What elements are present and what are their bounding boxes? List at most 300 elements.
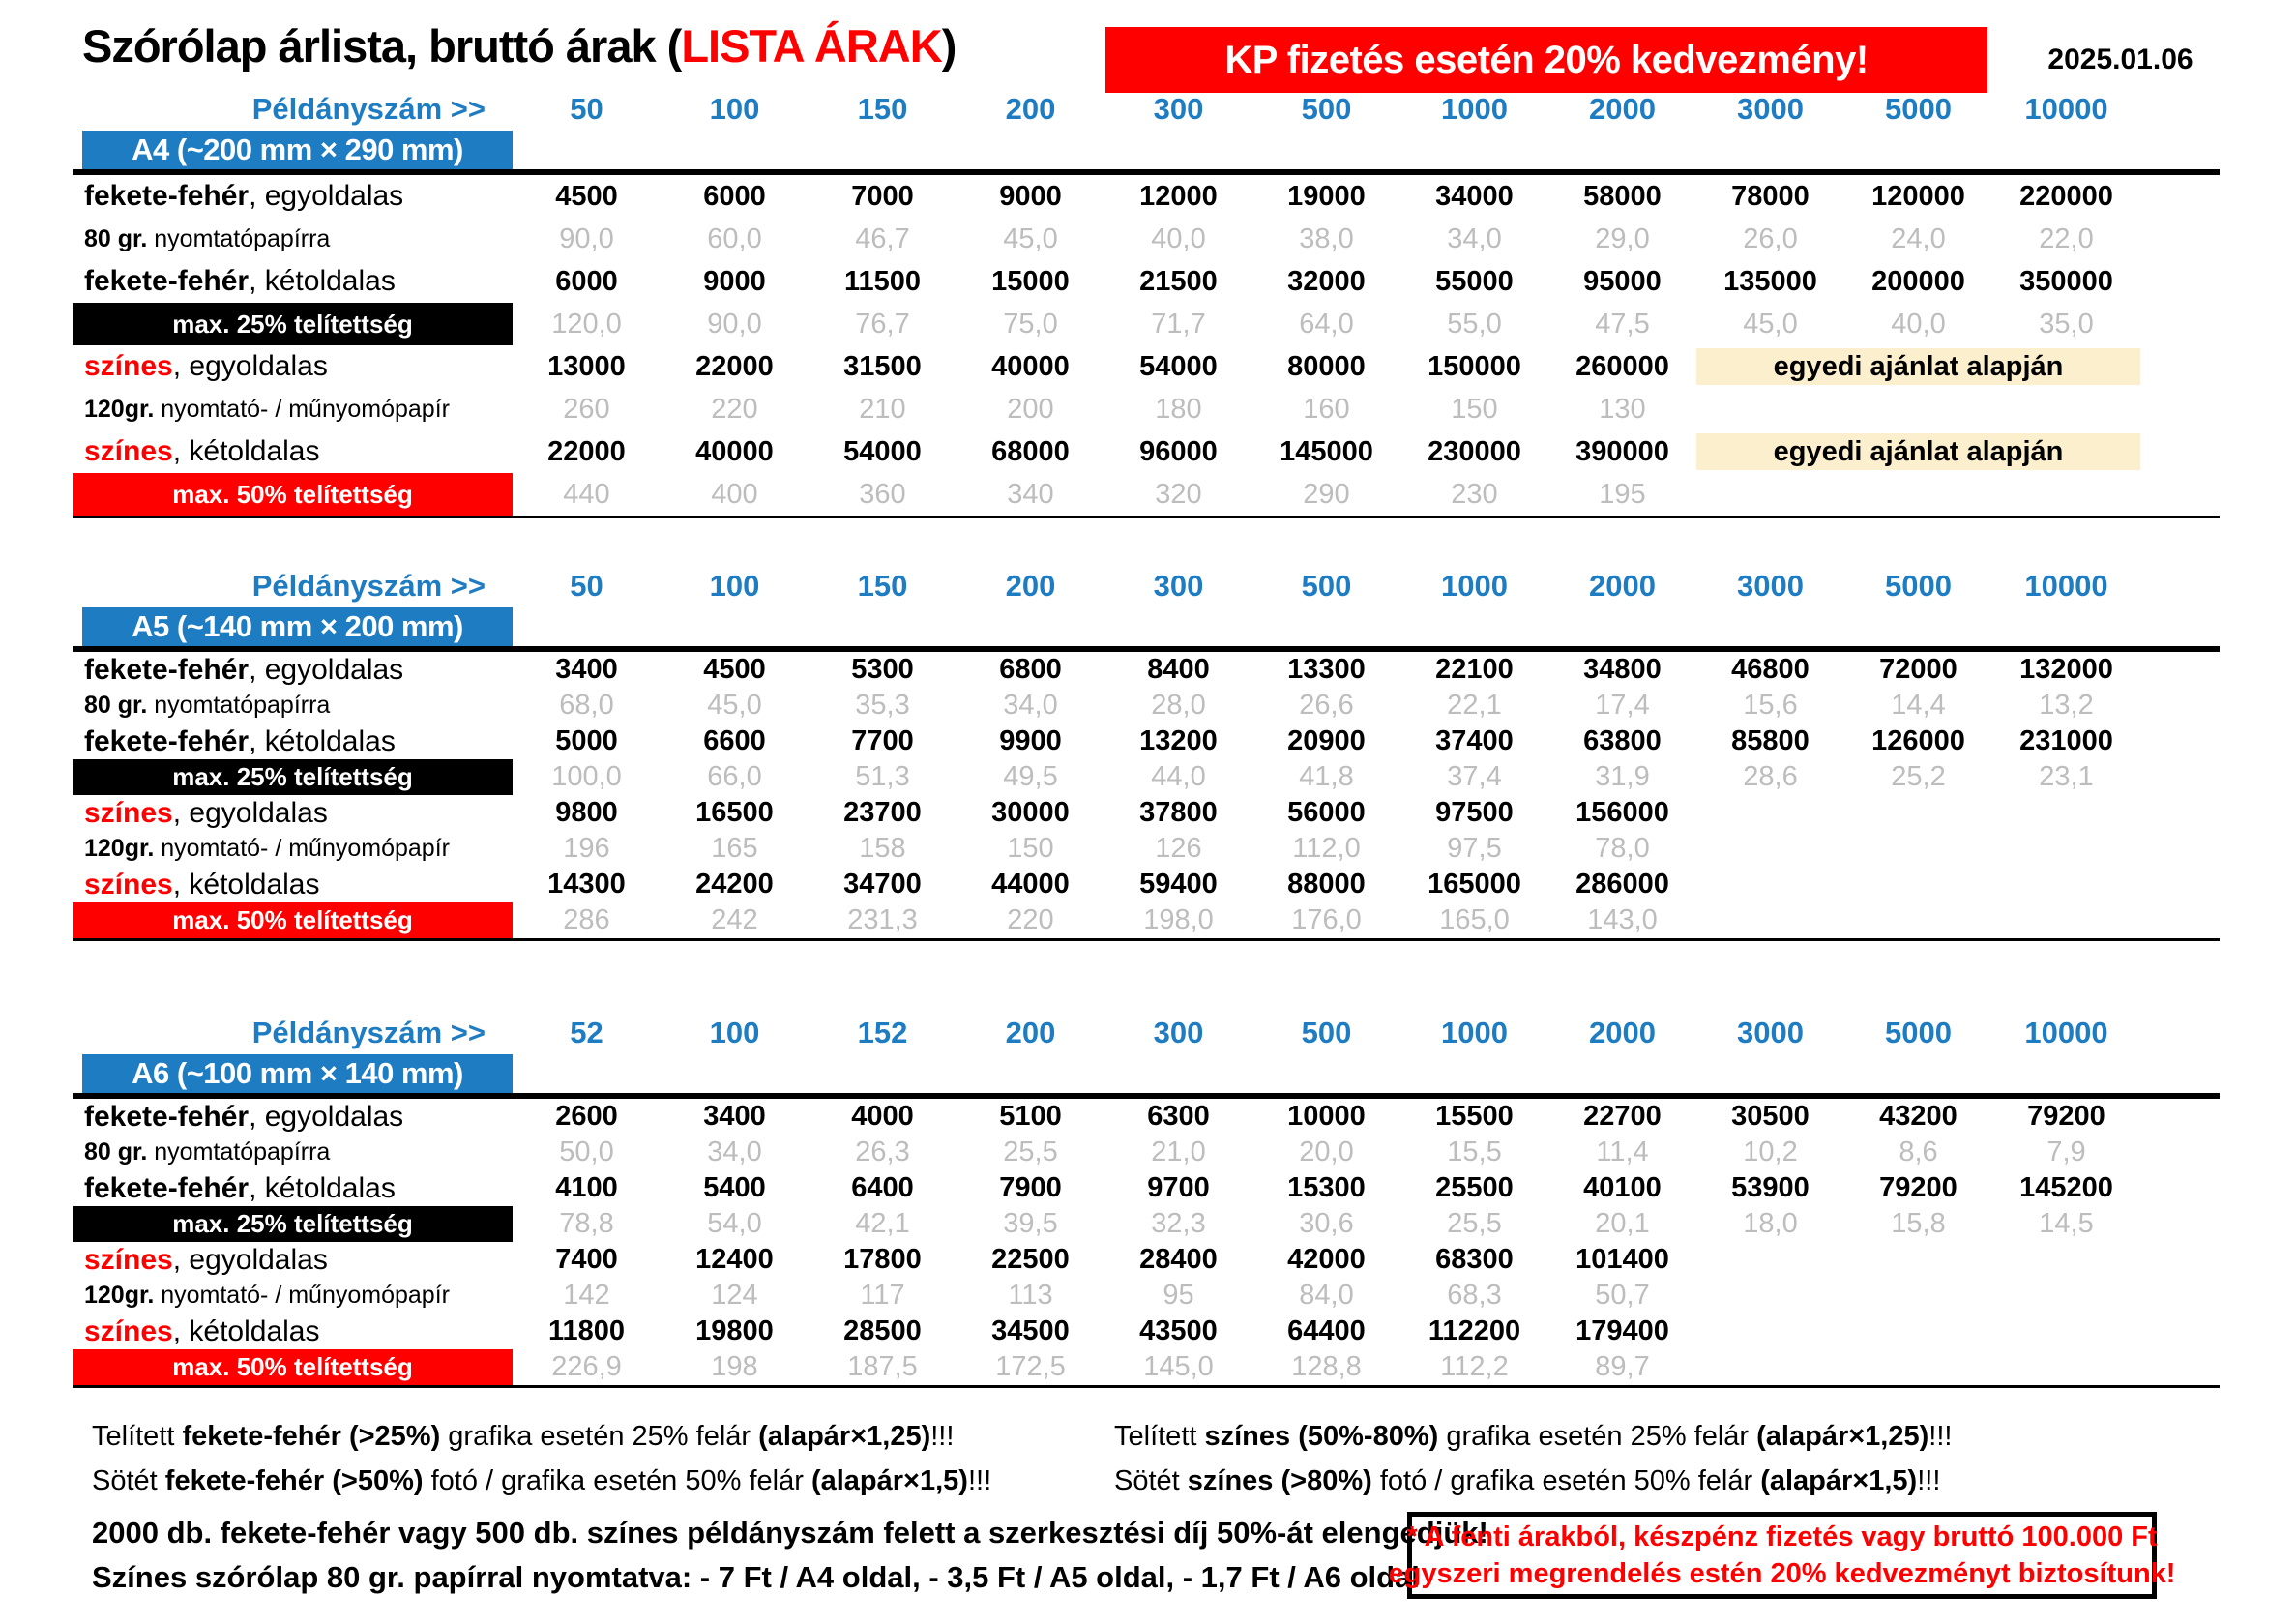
value-cell: 40,0 (1891, 308, 1946, 340)
quantity-header-row (73, 559, 2220, 607)
value-cell: 54,0 (707, 1208, 762, 1239)
value-cell: 15,8 (1891, 1208, 1946, 1239)
value-cell: 28,0 (1151, 690, 1206, 721)
quantity-header-row (73, 1006, 2220, 1054)
saturation-bar-label: max. 25% telítettség (73, 1206, 513, 1242)
row-label-bold: 120gr. (84, 835, 155, 862)
price-cell: 28500 (843, 1315, 922, 1346)
value-cell: 112,0 (1292, 833, 1361, 864)
value-cell: 31,9 (1595, 761, 1650, 792)
price-cell: 44000 (991, 869, 1070, 900)
value-cell: 37,4 (1447, 761, 1502, 792)
format-badge: A6 (~100 mm × 140 mm) (82, 1054, 513, 1093)
note-line: Telített színes (50%-80%) grafika esetén 25% felár (alapár×1,25)!!! (1114, 1421, 1953, 1452)
quantity-value: 5000 (1885, 569, 1952, 603)
value-cell: 117 (860, 1280, 905, 1311)
price-cell: 88000 (1287, 869, 1366, 900)
value-cell: 130 (1599, 393, 1646, 425)
price-cell: 97500 (1435, 797, 1514, 828)
price-cell: 7700 (851, 725, 914, 756)
saturation-row (73, 473, 2220, 516)
row-label-bold: 80 gr. (84, 1138, 148, 1166)
value-cell: 142 (563, 1280, 610, 1311)
price-cell: 23700 (843, 797, 922, 828)
value-cell: 14,5 (2039, 1208, 2094, 1239)
value-cell: 195 (1599, 478, 1646, 510)
row-label: színes, egyoldalas (84, 350, 328, 382)
price-cell: 40000 (991, 350, 1070, 382)
unit-price-row (73, 1135, 2220, 1170)
value-cell: 120,0 (551, 308, 622, 340)
price-cell: 9000 (999, 180, 1062, 212)
quantity-value: 200 (1005, 569, 1056, 603)
value-cell: 126 (1155, 833, 1202, 864)
price-cell: 9700 (1147, 1172, 1210, 1203)
price-cell: 15300 (1287, 1172, 1366, 1203)
price-cell: 34800 (1583, 654, 1662, 685)
price-cell: 260000 (1575, 350, 1669, 382)
price-cell: 9000 (703, 265, 766, 297)
quantity-value: 5000 (1885, 92, 1952, 126)
price-cell: 17800 (843, 1244, 922, 1275)
value-cell: 20,1 (1595, 1208, 1650, 1239)
row-label-bold: fekete-fehér (84, 180, 250, 212)
value-cell: 400 (711, 478, 758, 510)
quantity-value: 2000 (1589, 92, 1656, 126)
row-label: 80 gr. nyomtatópapírra (84, 224, 331, 252)
value-cell: 39,5 (1003, 1208, 1058, 1239)
quantity-value: 50 (570, 569, 603, 603)
value-cell: 340 (1007, 478, 1054, 510)
price-cell: 6400 (851, 1172, 914, 1203)
price-cell: 126000 (1871, 725, 1965, 756)
cash-discount-promo-box (1388, 1512, 2176, 1599)
price-cell: 30000 (991, 797, 1070, 828)
value-cell: 78,8 (559, 1208, 614, 1239)
value-cell: 23,1 (2039, 761, 2094, 792)
row-label-bold: 120gr. (84, 395, 155, 423)
surcharge-notes-left (92, 1414, 991, 1503)
price-cell: 78000 (1731, 180, 1810, 212)
quantity-value: 1000 (1441, 92, 1508, 126)
price-cell: 68000 (991, 435, 1070, 467)
price-cell: 4500 (555, 180, 618, 212)
price-cell: 5100 (999, 1101, 1062, 1132)
value-cell: 15,5 (1447, 1137, 1502, 1167)
price-cell: 58000 (1583, 180, 1662, 212)
row-label-bold: színes (84, 1314, 173, 1347)
value-cell: 260 (563, 393, 610, 425)
price-row (73, 260, 2220, 303)
note-line: Sötét fekete-fehér (>50%) fotó / grafika esetén 50% felár (alapár×1,5)!!! (92, 1465, 992, 1496)
price-cell: 20900 (1287, 725, 1366, 756)
value-cell: 360 (859, 478, 906, 510)
price-row (73, 175, 2220, 218)
row-label: fekete-fehér, egyoldalas (84, 1100, 404, 1133)
price-cell: 15500 (1435, 1101, 1514, 1132)
price-cell: 40000 (695, 435, 774, 467)
value-cell: 51,3 (855, 761, 910, 792)
format-badge: A4 (~200 mm × 290 mm) (82, 131, 513, 169)
section-a4 (73, 82, 2220, 518)
row-label: fekete-fehér, egyoldalas (84, 180, 404, 212)
value-cell: 100,0 (551, 761, 622, 792)
quantity-value: 500 (1301, 92, 1352, 126)
price-cell: 3400 (555, 654, 618, 685)
quantity-header-label: Példányszám >> (251, 92, 486, 126)
value-cell: 50,0 (559, 1137, 614, 1167)
price-cell: 6600 (703, 725, 766, 756)
price-cell: 9900 (999, 725, 1062, 756)
price-cell: 22700 (1583, 1101, 1662, 1132)
price-cell: 24200 (695, 869, 774, 900)
value-cell: 75,0 (1003, 308, 1058, 340)
value-cell: 45,0 (1743, 308, 1798, 340)
row-label-bold: fekete-fehér (84, 653, 250, 686)
value-cell: 49,5 (1003, 761, 1058, 792)
row-label-bold: fekete-fehér (84, 724, 250, 757)
value-cell: 66,0 (707, 761, 762, 792)
price-table-body (73, 646, 2220, 941)
quantity-value: 100 (709, 92, 760, 126)
quantity-value: 2000 (1589, 1016, 1656, 1049)
quantity-value: 3000 (1737, 1016, 1804, 1049)
price-table-body (73, 169, 2220, 518)
price-cell: 43500 (1139, 1315, 1218, 1346)
page-title (82, 19, 956, 73)
value-cell: 158 (859, 833, 906, 864)
section-a6 (73, 1006, 2220, 1388)
price-cell: 22000 (695, 350, 774, 382)
saturation-row (73, 902, 2220, 938)
price-cell: 32000 (1287, 265, 1366, 297)
price-cell: 25500 (1435, 1172, 1514, 1203)
price-cell: 34500 (991, 1315, 1070, 1346)
value-cell: 290 (1303, 478, 1350, 510)
value-cell: 226,9 (551, 1351, 622, 1382)
row-label: színes, kétoldalas (84, 435, 320, 467)
price-row (73, 795, 2220, 831)
saturation-row (73, 1349, 2220, 1385)
price-cell: 72000 (1879, 654, 1957, 685)
price-cell: 132000 (2019, 654, 2113, 685)
value-cell: 68,3 (1447, 1280, 1502, 1311)
value-cell: 89,7 (1595, 1351, 1650, 1382)
value-cell: 112,2 (1440, 1351, 1509, 1382)
section-a5 (73, 559, 2220, 941)
value-cell: 21,0 (1151, 1137, 1206, 1167)
value-cell: 200 (1007, 393, 1054, 425)
value-cell: 76,7 (855, 308, 910, 340)
price-cell: 22000 (547, 435, 626, 467)
price-cell: 6800 (999, 654, 1062, 685)
row-label: 120gr. nyomtató- / műnyomópapír (84, 1282, 450, 1309)
row-label: színes, egyoldalas (84, 796, 328, 829)
price-cell: 79200 (1879, 1172, 1957, 1203)
saturation-bar-label: max. 50% telítettség (73, 473, 513, 516)
page-title-suffix: ) (941, 20, 957, 72)
value-cell: 47,5 (1595, 308, 1650, 340)
price-cell: 145200 (2019, 1172, 2113, 1203)
format-row (73, 607, 2220, 646)
value-cell: 198 (711, 1351, 758, 1382)
unit-price-row (73, 688, 2220, 723)
value-cell: 55,0 (1447, 308, 1502, 340)
value-cell: 145,0 (1143, 1351, 1214, 1382)
price-cell: 6000 (703, 180, 766, 212)
row-label: fekete-fehér, kétoldalas (84, 265, 396, 297)
quantity-header-label: Példányszám >> (251, 1016, 486, 1049)
special-offer-cell: egyedi ajánlat alapján (1696, 348, 2140, 385)
quantity-value: 500 (1301, 1016, 1352, 1049)
price-cell: 85800 (1731, 725, 1810, 756)
price-cell: 12400 (695, 1244, 774, 1275)
value-cell: 45,0 (1003, 222, 1058, 254)
value-cell: 440 (563, 478, 610, 510)
price-cell: 286000 (1575, 869, 1669, 900)
row-label-bold: színes (84, 868, 173, 901)
row-label: 120gr. nyomtató- / műnyomópapír (84, 835, 450, 862)
value-cell: 44,0 (1151, 761, 1206, 792)
quantity-value: 150 (857, 92, 908, 126)
quantity-value: 52 (570, 1016, 603, 1049)
quantity-value: 10000 (2024, 1016, 2108, 1049)
price-cell: 165000 (1428, 869, 1521, 900)
price-cell: 2600 (555, 1101, 618, 1132)
quantity-value: 5000 (1885, 1016, 1952, 1049)
quantity-value: 200 (1005, 92, 1056, 126)
row-label-bold: színes (84, 796, 173, 829)
value-cell: 196 (563, 833, 610, 864)
color-print-price-note: Színes szórólap 80 gr. papírral nyomtatva: - 7 Ft / A4 oldal, - 3,5 Ft / A5 oldal, - 1,7 Ft / A6 oldal (92, 1560, 1420, 1594)
note-line: Sötét színes (>80%) fotó / grafika esetén 50% felár (alapár×1,5)!!! (1114, 1465, 1941, 1496)
quantity-value: 300 (1153, 569, 1204, 603)
value-cell: 68,0 (559, 690, 614, 721)
price-cell: 79200 (2027, 1101, 2105, 1132)
quantity-value: 200 (1005, 1016, 1056, 1049)
quantity-value: 300 (1153, 1016, 1204, 1049)
value-cell: 35,3 (855, 690, 910, 721)
price-cell: 5000 (555, 725, 618, 756)
price-cell: 230000 (1428, 435, 1521, 467)
quantity-value: 1000 (1441, 569, 1508, 603)
price-cell: 37400 (1435, 725, 1514, 756)
price-cell: 22100 (1435, 654, 1514, 685)
row-label-bold: színes (84, 435, 173, 467)
price-cell: 19000 (1287, 180, 1366, 212)
unit-price-row (73, 218, 2220, 260)
value-cell: 230 (1451, 478, 1498, 510)
value-cell: 231,3 (847, 904, 918, 935)
value-cell: 24,0 (1891, 222, 1946, 254)
value-cell: 40,0 (1151, 222, 1206, 254)
price-cell: 145000 (1280, 435, 1373, 467)
value-cell: 60,0 (707, 222, 762, 254)
saturation-row (73, 1206, 2220, 1242)
row-label-bold: fekete-fehér (84, 265, 250, 297)
value-cell: 220 (1007, 904, 1054, 935)
row-label-bold: színes (84, 350, 173, 382)
price-cell: 21500 (1139, 265, 1218, 297)
row-label: fekete-fehér, egyoldalas (84, 653, 404, 686)
value-cell: 14,4 (1891, 690, 1946, 721)
price-cell: 13300 (1287, 654, 1366, 685)
value-cell: 41,8 (1299, 761, 1354, 792)
value-cell: 176,0 (1291, 904, 1362, 935)
value-cell: 113 (1008, 1280, 1053, 1311)
price-cell: 9800 (555, 797, 618, 828)
price-cell: 42000 (1287, 1244, 1366, 1275)
value-cell: 90,0 (707, 308, 762, 340)
note-line: Telített fekete-fehér (>25%) grafika esetén 25% felár (alapár×1,25)!!! (92, 1421, 955, 1452)
value-cell: 124 (711, 1280, 758, 1311)
quantity-value: 3000 (1737, 569, 1804, 603)
price-cell: 54000 (843, 435, 922, 467)
price-row (73, 345, 2220, 388)
value-cell: 34,0 (1003, 690, 1058, 721)
price-cell: 31500 (843, 350, 922, 382)
price-cell: 59400 (1139, 869, 1218, 900)
value-cell: 26,0 (1743, 222, 1798, 254)
page-title-highlight: LISTA ÁRAK (681, 20, 942, 72)
value-cell: 26,3 (855, 1137, 910, 1167)
price-cell: 5400 (703, 1172, 766, 1203)
row-label-bold: 80 gr. (84, 692, 148, 719)
row-label-bold: 120gr. (84, 1282, 155, 1309)
price-cell: 6000 (555, 265, 618, 297)
value-cell: 50,7 (1595, 1280, 1650, 1311)
price-cell: 30500 (1731, 1101, 1810, 1132)
price-cell: 13000 (547, 350, 626, 382)
cash-discount-banner: KP fizetés esetén 20% kedvezmény! (1105, 27, 1987, 93)
price-cell: 8400 (1147, 654, 1210, 685)
quantity-value: 3000 (1737, 92, 1804, 126)
price-cell: 64400 (1287, 1315, 1366, 1346)
value-cell: 34,0 (1447, 222, 1502, 254)
row-label: 120gr. nyomtató- / műnyomópapír (84, 395, 450, 423)
row-label: színes, kétoldalas (84, 868, 320, 901)
surcharge-notes-right (1114, 1414, 1952, 1503)
value-cell: 8,6 (1899, 1137, 1938, 1167)
value-cell: 172,5 (995, 1351, 1066, 1382)
price-cell: 28400 (1139, 1244, 1218, 1275)
value-cell: 34,0 (707, 1137, 762, 1167)
price-cell: 34000 (1435, 180, 1514, 212)
row-label: 80 gr. nyomtatópapírra (84, 1138, 331, 1166)
price-cell: 11500 (843, 265, 922, 297)
row-label-bold: 80 gr. (84, 224, 148, 252)
price-row (73, 1170, 2220, 1206)
value-cell: 187,5 (847, 1351, 918, 1382)
value-cell: 64,0 (1299, 308, 1354, 340)
price-cell: 5300 (851, 654, 914, 685)
price-row (73, 1314, 2220, 1349)
price-cell: 3400 (703, 1101, 766, 1132)
quantity-value: 50 (570, 92, 603, 126)
price-cell: 231000 (2019, 725, 2113, 756)
saturation-row (73, 303, 2220, 345)
price-row (73, 430, 2220, 473)
saturation-bar-label: max. 50% telítettség (73, 902, 513, 938)
price-cell: 40100 (1583, 1172, 1662, 1203)
price-cell: 56000 (1287, 797, 1366, 828)
price-row (73, 652, 2220, 688)
value-cell: 7,9 (2046, 1137, 2086, 1167)
value-cell: 220 (711, 393, 758, 425)
editing-fee-notes (92, 1511, 1488, 1600)
promo-line: * A fenti árakból, készpénz fizetés vagy bruttó 100.000 Ft (1406, 1521, 2158, 1552)
value-cell: 165,0 (1439, 904, 1510, 935)
row-label-bold: fekete-fehér (84, 1100, 250, 1133)
format-row (73, 1054, 2220, 1093)
value-cell: 198,0 (1143, 904, 1214, 935)
price-cell: 54000 (1139, 350, 1218, 382)
price-cell: 43200 (1879, 1101, 1957, 1132)
price-cell: 19800 (695, 1315, 774, 1346)
saturation-bar-label: max. 25% telítettség (73, 759, 513, 795)
editing-fee-note: 2000 db. fekete-fehér vagy 500 db. színes példányszám felett a szerkesztési díj 50%-át elengedjük! (92, 1516, 1488, 1550)
price-row (73, 867, 2220, 902)
quantity-value: 10000 (2024, 569, 2108, 603)
format-row (73, 131, 2220, 169)
value-cell: 78,0 (1595, 833, 1650, 864)
row-label: fekete-fehér, kétoldalas (84, 724, 396, 757)
value-cell: 90,0 (559, 222, 614, 254)
price-cell: 15000 (991, 265, 1070, 297)
price-cell: 37800 (1139, 797, 1218, 828)
value-cell: 25,5 (1003, 1137, 1058, 1167)
value-cell: 11,4 (1596, 1137, 1649, 1167)
quantity-value: 500 (1301, 569, 1352, 603)
price-cell: 13200 (1139, 725, 1218, 756)
unit-price-row (73, 388, 2220, 430)
value-cell: 10,2 (1743, 1137, 1798, 1167)
value-cell: 97,5 (1447, 833, 1502, 864)
value-cell: 26,6 (1299, 690, 1354, 721)
row-label-bold: fekete-fehér (84, 1171, 250, 1204)
value-cell: 180 (1155, 393, 1202, 425)
value-cell: 320 (1155, 478, 1202, 510)
price-cell: 11800 (547, 1315, 626, 1346)
price-cell: 200000 (1871, 265, 1965, 297)
unit-price-row (73, 1278, 2220, 1314)
price-row (73, 1242, 2220, 1278)
format-badge: A5 (~140 mm × 200 mm) (82, 607, 513, 646)
quantity-value: 100 (709, 1016, 760, 1049)
promo-line: egyszeri megrendelés estén 20% kedvezményt biztosítunk! (1388, 1558, 2176, 1589)
value-cell: 84,0 (1299, 1280, 1354, 1311)
value-cell: 20,0 (1299, 1137, 1354, 1167)
price-cell: 135000 (1723, 265, 1817, 297)
price-cell: 120000 (1871, 180, 1965, 212)
price-cell: 390000 (1575, 435, 1669, 467)
value-cell: 22,0 (2039, 222, 2094, 254)
price-cell: 53900 (1731, 1172, 1810, 1203)
price-row (73, 723, 2220, 759)
price-cell: 220000 (2019, 180, 2113, 212)
price-cell: 6300 (1147, 1101, 1210, 1132)
value-cell: 13,2 (2039, 690, 2094, 721)
value-cell: 150 (1451, 393, 1498, 425)
value-cell: 38,0 (1299, 222, 1354, 254)
quantity-header-row (73, 82, 2220, 131)
quantity-value: 300 (1153, 92, 1204, 126)
row-label: fekete-fehér, kétoldalas (84, 1171, 396, 1204)
value-cell: 46,7 (855, 222, 910, 254)
saturation-bar-label: max. 50% telítettség (73, 1349, 513, 1385)
price-cell: 68300 (1435, 1244, 1514, 1275)
price-cell: 14300 (547, 869, 626, 900)
